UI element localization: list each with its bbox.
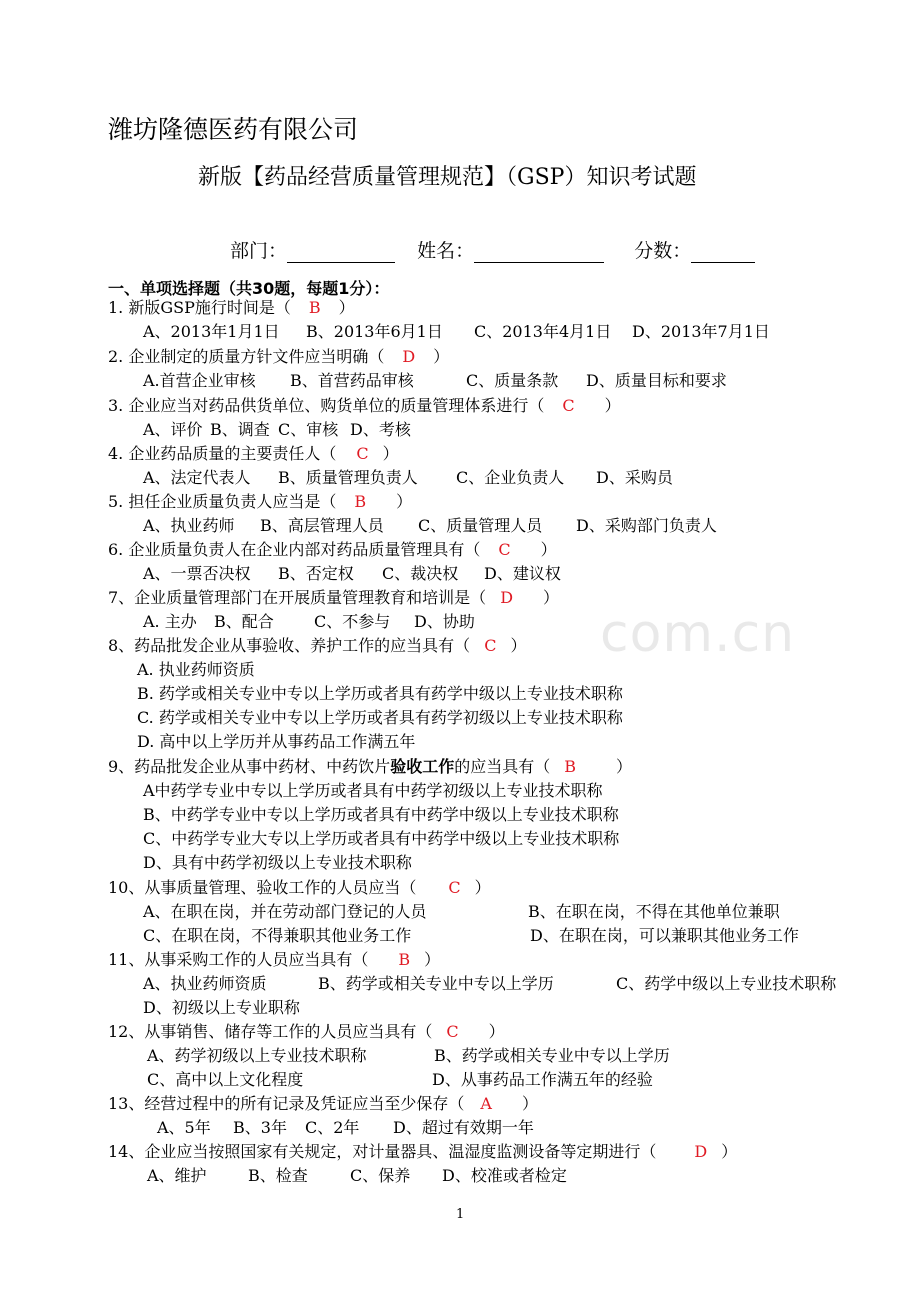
- question-text: 9、药品批发企业从事中药材、中药饮片: [108, 757, 391, 776]
- question-7: [108, 586, 559, 610]
- question-text: 2. 企业制定的质量方针文件应当明确（: [108, 347, 385, 366]
- question-close-paren: ）: [540, 540, 557, 559]
- option-10-a2: B、在职在岗，不得在其他单位兼职: [528, 902, 780, 921]
- answer-mark: C: [356, 444, 369, 463]
- option-1-a4: D、2013年7月1日: [632, 322, 770, 341]
- info-line: [230, 236, 755, 263]
- answer-mark: C: [448, 878, 461, 897]
- question-close-paren: ）: [382, 444, 399, 463]
- question-text: 8、药品批发企业从事验收、养护工作的应当具有（: [108, 636, 471, 655]
- question-close-paren: ）: [543, 588, 560, 607]
- question-4: [108, 442, 399, 466]
- question-text: 14、企业应当按照国家有关规定，对计量器具、温湿度监测设备等定期进行（: [108, 1142, 657, 1161]
- answer-mark: C: [484, 636, 497, 655]
- question-close-paren: ）: [510, 636, 527, 655]
- option-14-a2: B、检查: [248, 1166, 308, 1185]
- question-5: [108, 490, 412, 514]
- answer-mark: B: [564, 757, 576, 776]
- option-7-a1: A. 主办: [143, 612, 197, 631]
- option-13-a2: B、3年: [233, 1118, 287, 1137]
- option-7-a2: B、配合: [214, 612, 274, 631]
- page-number: 1: [456, 1207, 465, 1222]
- option-1-a1: A、2013年1月1日: [143, 322, 280, 341]
- option-14-a1: A、维护: [147, 1166, 207, 1185]
- option-9-d1: D、具有中药学初级以上专业技术职称: [143, 853, 412, 872]
- option-8-c1: C. 药学或相关专业中专以上学历或者具有药学初级以上专业技术职称: [137, 708, 623, 727]
- option-2-a4: D、质量目标和要求: [586, 371, 727, 390]
- question-close-paren: ）: [396, 492, 413, 511]
- option-6-a2: B、否定权: [278, 564, 354, 583]
- option-4-a3: C、企业负责人: [456, 468, 565, 487]
- option-13-a4: D、超过有效期一年: [393, 1118, 534, 1137]
- question-text: 10、从事质量管理、验收工作的人员应当（: [108, 878, 417, 897]
- option-4-a2: B、质量管理负责人: [278, 468, 418, 487]
- question-close-paren: ）: [424, 950, 441, 969]
- option-9-a1: A中药学专业中专以上学历或者具有中药学初级以上专业技术职称: [143, 781, 603, 800]
- option-12-b1: C、高中以上文化程度: [147, 1070, 304, 1089]
- question-text: 3. 企业应当对药品供货单位、购货单位的质量管理体系进行（: [108, 396, 545, 415]
- option-1-a3: C、2013年4月1日: [474, 322, 612, 341]
- question-14: [108, 1140, 737, 1164]
- question-close-paren: ）: [521, 1094, 538, 1113]
- option-4-a4: D、采购员: [596, 468, 673, 487]
- option-10-b2: D、在职在岗，可以兼职其他业务工作: [530, 926, 799, 945]
- answer-mark: D: [402, 347, 416, 366]
- question-13: [108, 1092, 538, 1116]
- question-text: 13、经营过程中的所有记录及凭证应当至少保存（: [108, 1094, 465, 1113]
- answer-mark: B: [354, 492, 367, 511]
- answer-mark: B: [398, 950, 411, 969]
- question-text-bold: 验收工作: [390, 757, 455, 776]
- question-close-paren: ）: [338, 298, 355, 317]
- option-13-a1: A、5年: [157, 1118, 211, 1137]
- question-1: [108, 296, 355, 320]
- question-close-paren: ）: [474, 878, 491, 897]
- department-label: 部门：: [230, 240, 288, 262]
- option-7-a4: D、协助: [414, 612, 475, 631]
- watermark: com.cn: [600, 604, 796, 664]
- option-14-a3: C、保养: [350, 1166, 411, 1185]
- option-8-d1: D. 高中以上学历并从事药品工作满五年: [137, 732, 416, 751]
- question-text: 1. 新版GSP施行时间是（: [108, 298, 291, 317]
- option-3-a1: A、评价: [143, 420, 203, 439]
- option-11-b1: D、初级以上专业职称: [143, 998, 300, 1017]
- answer-mark: C: [446, 1022, 459, 1041]
- option-2-a1: A.首营企业审核: [143, 371, 256, 390]
- company-name: 潍坊隆德医药有限公司: [108, 115, 359, 144]
- option-11-a1: A、执业药师资质: [143, 974, 267, 993]
- question-8: [108, 634, 526, 658]
- option-8-a1: A. 执业药师资质: [137, 660, 255, 679]
- option-3-a3: C、审核: [278, 420, 339, 439]
- option-3-a4: D、考核: [350, 420, 411, 439]
- option-6-a3: C、裁决权: [382, 564, 459, 583]
- section-title: 一、单项选择题（共30题，每题1分）：: [108, 279, 390, 298]
- question-2: [108, 345, 449, 369]
- score-field[interactable]: [691, 240, 755, 263]
- option-13-a3: C、2年: [305, 1118, 360, 1137]
- name-field[interactable]: [474, 240, 604, 263]
- option-12-a1: A、药学初级以上专业技术职称: [147, 1046, 367, 1065]
- option-3-a2: B、调查: [210, 420, 270, 439]
- question-text: 11、从事采购工作的人员应当具有（: [108, 950, 369, 969]
- option-5-a3: C、质量管理人员: [418, 516, 543, 535]
- option-11-a3: C、药学中级以上专业技术职称: [616, 974, 837, 993]
- option-6-a4: D、建议权: [484, 564, 561, 583]
- option-10-b1: C、在职在岗，不得兼职其他业务工作: [143, 926, 412, 945]
- question-3: [108, 394, 621, 418]
- question-12: [108, 1020, 505, 1044]
- option-11-a2: B、药学或相关专业中专以上学历: [318, 974, 554, 993]
- question-close-paren: ）: [615, 757, 632, 776]
- answer-mark: D: [694, 1142, 708, 1161]
- option-2-a2: B、首营药品审核: [290, 371, 414, 390]
- question-close-paren: ）: [721, 1142, 738, 1161]
- option-9-b1: B、中药学专业中专以上学历或者具有中药学中级以上专业技术职称: [143, 805, 619, 824]
- question-11: [108, 948, 440, 972]
- answer-mark: D: [500, 588, 514, 607]
- question-text: 12、从事销售、储存等工作的人员应当具有（: [108, 1022, 433, 1041]
- question-text: 4. 企业药品质量的主要责任人（: [108, 444, 337, 463]
- option-14-a4: D、校准或者检定: [442, 1166, 567, 1185]
- answer-mark: A: [480, 1094, 492, 1113]
- name-label: 姓名：: [417, 240, 475, 262]
- question-text: 5. 担任企业质量负责人应当是（: [108, 492, 337, 511]
- option-12-b2: D、从事药品工作满五年的经验: [432, 1070, 653, 1089]
- option-12-a2: B、药学或相关专业中专以上学历: [434, 1046, 670, 1065]
- department-field[interactable]: [287, 240, 395, 263]
- option-6-a1: A、一票否决权: [143, 564, 251, 583]
- answer-mark: B: [308, 298, 321, 317]
- score-label: 分数：: [634, 240, 692, 262]
- question-text: 6. 企业质量负责人在企业内部对药品质量管理具有（: [108, 540, 481, 559]
- exam-title: 新版【药品经营质量管理规范】（GSP）知识考试题: [198, 165, 697, 190]
- option-1-a2: B、2013年6月1日: [306, 322, 443, 341]
- option-9-c1: C、中药学专业大专以上学历或者具有中药学中级以上专业技术职称: [143, 829, 620, 848]
- answer-mark: C: [498, 540, 511, 559]
- question-close-paren: ）: [488, 1022, 505, 1041]
- option-7-a3: C、不参与: [314, 612, 391, 631]
- question-10: [108, 876, 491, 900]
- option-10-a1: A、在职在岗，并在劳动部门登记的人员: [143, 902, 427, 921]
- option-8-b1: B. 药学或相关专业中专以上学历或者具有药学中级以上专业技术职称: [137, 684, 623, 703]
- option-2-a3: C、质量条款: [466, 371, 559, 390]
- question-close-paren: ）: [604, 396, 621, 415]
- question-9: [108, 755, 632, 779]
- option-5-a4: D、采购部门负责人: [576, 516, 717, 535]
- option-5-a2: B、高层管理人员: [260, 516, 384, 535]
- option-4-a1: A、法定代表人: [143, 468, 251, 487]
- question-text-tail: 的应当具有（: [454, 757, 551, 776]
- option-5-a1: A、执业药师: [143, 516, 235, 535]
- question-text: 7、企业质量管理部门在开展质量管理教育和培训是（: [108, 588, 487, 607]
- question-close-paren: ）: [433, 347, 450, 366]
- question-6: [108, 538, 557, 562]
- answer-mark: C: [562, 396, 575, 415]
